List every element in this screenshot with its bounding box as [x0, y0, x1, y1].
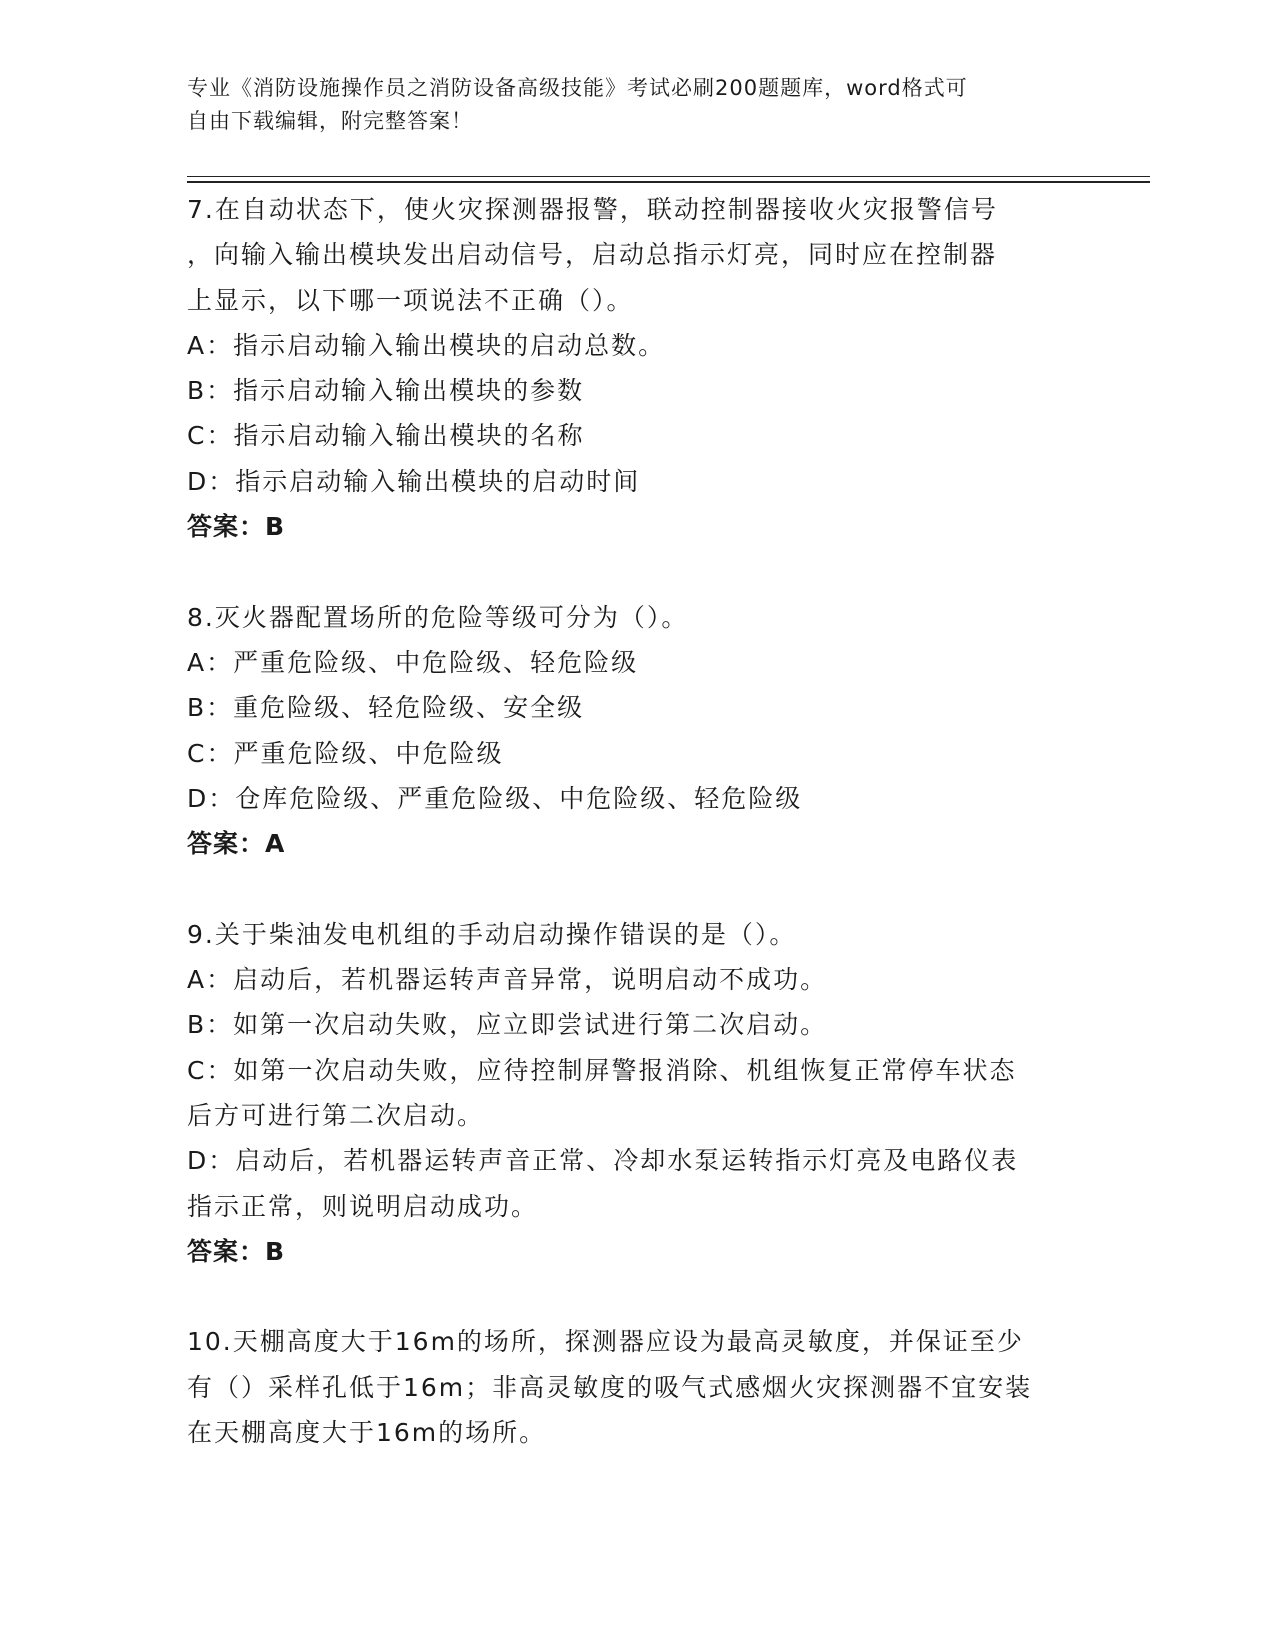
question-stem-line: 上显示，以下哪一项说法不正确（）。 [187, 285, 634, 315]
question-block [187, 595, 1087, 867]
header-rule-thin [187, 176, 1150, 177]
option-line: C：如第一次启动失败，应待控制屏警报消除、机组恢复正常停车状态 [187, 1055, 1017, 1085]
option-line: A：严重危险级、中危险级、轻危险级 [187, 647, 639, 677]
answer-label: 答案：B [187, 1236, 286, 1266]
option-line: B：指示启动输入输出模块的参数 [187, 376, 585, 406]
header-line-1: 专业《消防设施操作员之消防设备高级技能》考试必刷200题题库，word格式可 [187, 76, 968, 100]
question-block [187, 187, 1087, 549]
question-stem-line: 在天棚高度大于16m的场所。 [187, 1418, 547, 1448]
option-line: D：指示启动输入输出模块的启动时间 [187, 466, 641, 496]
option-line: 指示正常，则说明启动成功。 [187, 1191, 539, 1221]
option-line: B：如第一次启动失败，应立即尝试进行第二次启动。 [187, 1010, 828, 1040]
option-line: C：严重危险级、中危险级 [187, 738, 504, 768]
question-stem-line: ，向输入输出模块发出启动信号，启动总指示灯亮，同时应在控制器 [187, 240, 998, 270]
option-line: D：仓库危险级、严重危险级、中危险级、轻危险级 [187, 783, 803, 813]
answer-label: 答案：A [187, 829, 286, 859]
header-line-2: 自由下载编辑，附完整答案！ [187, 109, 473, 133]
question-stem-line: 10.天棚高度大于16m的场所，探测器应设为最高灵敏度，并保证至少 [187, 1327, 1024, 1357]
question-spacer [187, 549, 1087, 594]
question-stem-line: 8.灭火器配置场所的危险等级可分为（）。 [187, 602, 689, 632]
option-line: A：指示启动输入输出模块的启动总数。 [187, 330, 666, 360]
question-stem-line: 9.关于柴油发电机组的手动启动操作错误的是（）。 [187, 919, 797, 949]
document-header [187, 72, 1067, 138]
question-block [187, 1319, 1087, 1455]
option-line: B：重危险级、轻危险级、安全级 [187, 693, 585, 723]
question-list [187, 187, 1087, 1455]
question-stem-line: 有（）采样孔低于16m；非高灵敏度的吸气式感烟火灾探测器不宜安装 [187, 1372, 1033, 1402]
option-line: D：启动后，若机器运转声音正常、冷却水泵运转指示灯亮及电路仪表 [187, 1146, 1019, 1176]
question-spacer [187, 1274, 1087, 1319]
question-block [187, 912, 1087, 1274]
answer-label: 答案：B [187, 512, 286, 542]
option-line: A：启动后，若机器运转声音异常，说明启动不成功。 [187, 965, 828, 995]
question-spacer [187, 866, 1087, 911]
question-stem-line: 7.在自动状态下，使火灾探测器报警，联动控制器接收火灾报警信号 [187, 195, 998, 224]
header-rule-thick [187, 181, 1150, 183]
option-line: 后方可进行第二次启动。 [187, 1100, 485, 1130]
option-line: C：指示启动输入输出模块的名称 [187, 421, 585, 451]
